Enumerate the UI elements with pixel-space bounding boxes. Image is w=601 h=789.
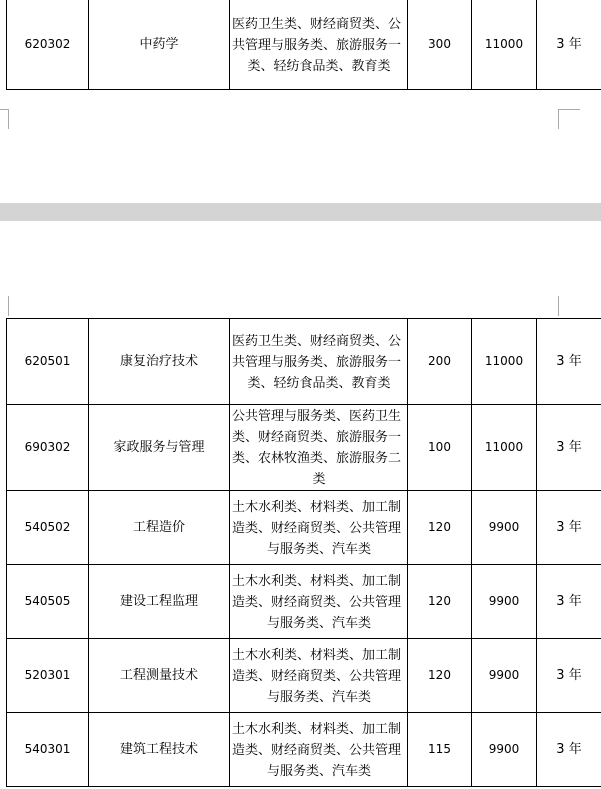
study-years: 3 年 [537,713,601,787]
tuition-fee: 11000 [472,319,537,405]
enrollment-plan: 100 [408,405,472,491]
table-row [7,0,601,90]
major-code: 540301 [7,713,89,787]
major-name: 工程测量技术 [89,639,230,713]
majors-table-page-2 [6,318,601,787]
study-years: 3 年 [537,491,601,565]
eligible-categories: 土木水利类、材料类、加工制造类、财经商贸类、公共管理与服务类、汽车类 [230,565,408,639]
enrollment-plan: 300 [408,0,472,90]
page-corner-mark [8,109,9,129]
major-name: 中药学 [89,0,230,90]
table-row [7,713,601,787]
major-code: 520301 [7,639,89,713]
major-name: 家政服务与管理 [89,405,230,491]
page-corner-mark [8,296,9,316]
tuition-fee: 11000 [472,0,537,90]
page-corner-mark [558,296,559,316]
page-gap [0,203,601,221]
study-years: 3 年 [537,565,601,639]
majors-table-page-1 [6,0,601,90]
eligible-categories: 土木水利类、材料类、加工制造类、财经商贸类、公共管理与服务类、汽车类 [230,639,408,713]
study-years: 3 年 [537,319,601,405]
enrollment-plan: 120 [408,491,472,565]
major-code: 690302 [7,405,89,491]
page-corner-mark [558,109,580,110]
study-years: 3 年 [537,0,601,90]
tuition-fee: 9900 [472,639,537,713]
enrollment-plan: 115 [408,713,472,787]
study-years: 3 年 [537,639,601,713]
tuition-fee: 9900 [472,565,537,639]
major-name: 康复治疗技术 [89,319,230,405]
tuition-fee: 9900 [472,491,537,565]
major-name: 建筑工程技术 [89,713,230,787]
enrollment-plan: 120 [408,565,472,639]
table-row [7,639,601,713]
major-name: 工程造价 [89,491,230,565]
major-code: 540502 [7,491,89,565]
tuition-fee: 9900 [472,713,537,787]
eligible-categories: 医药卫生类、财经商贸类、公共管理与服务类、旅游服务一类、轻纺食品类、教育类 [230,0,408,90]
major-code: 620501 [7,319,89,405]
major-name: 建设工程监理 [89,565,230,639]
table-row [7,405,601,491]
table-row [7,319,601,405]
eligible-categories: 医药卫生类、财经商贸类、公共管理与服务类、旅游服务一类、轻纺食品类、教育类 [230,319,408,405]
enrollment-plan: 200 [408,319,472,405]
tuition-fee: 11000 [472,405,537,491]
major-code: 540505 [7,565,89,639]
study-years: 3 年 [537,405,601,491]
page-corner-mark [0,109,8,110]
table-row [7,565,601,639]
table-row [7,491,601,565]
eligible-categories: 土木水利类、材料类、加工制造类、财经商贸类、公共管理与服务类、汽车类 [230,491,408,565]
page-corner-mark [558,109,559,129]
eligible-categories: 土木水利类、材料类、加工制造类、财经商贸类、公共管理与服务类、汽车类 [230,713,408,787]
enrollment-plan: 120 [408,639,472,713]
major-code: 620302 [7,0,89,90]
eligible-categories: 公共管理与服务类、医药卫生类、财经商贸类、旅游服务一类、农林牧渔类、旅游服务二类 [230,405,408,491]
